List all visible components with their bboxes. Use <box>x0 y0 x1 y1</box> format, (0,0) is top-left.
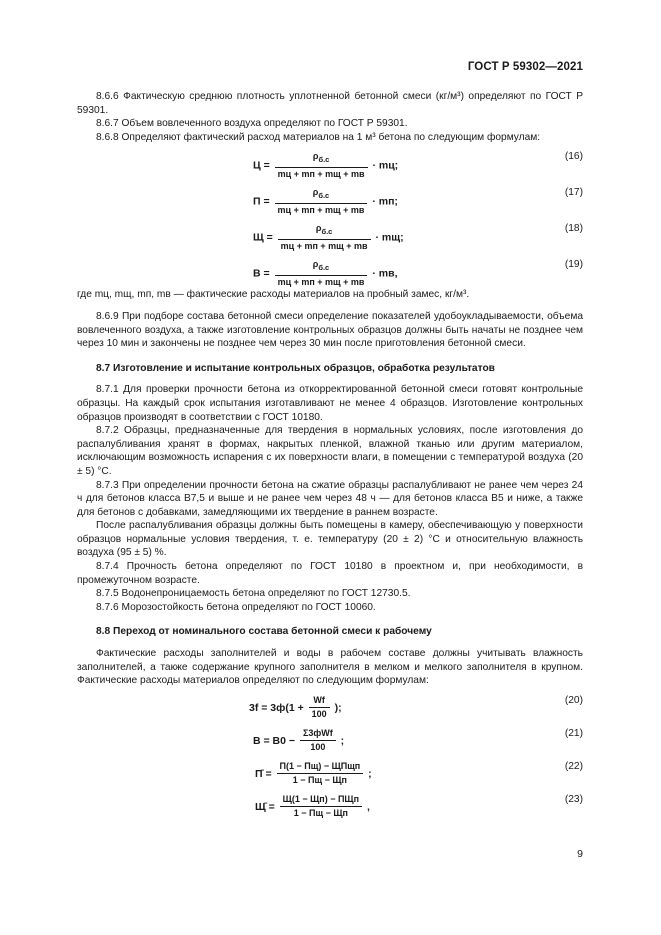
paragraph-871: 8.7.1 Для проверки прочности бетона из откорректированной бетонной смеси готовят контрольные образцы. На каждый срок испытания изготавливают не менее 4 образцов. Изготовление контрольных образцов производят в соответствии с ГОСТ 10180. <box>77 384 583 423</box>
section-heading-88: 8.8 Переход от номинального состава бетонной смеси к рабочему <box>96 626 432 638</box>
section-heading-87: 8.7 Изготовление и испытание контрольных образцов, обработка результатов <box>96 362 495 374</box>
formula-21: В = В0 − $\frac{\text{Σ3фWf}}{100}$ ; (21) <box>77 721 583 754</box>
paragraph-876: 8.7.6 Морозостойкость бетона определяют по ГОСТ 10060. <box>96 601 376 613</box>
paragraph-868: 8.6.8 Определяют фактический расход материалов на 1 м³ бетона по следующим формулам: <box>96 131 541 143</box>
paragraph-866: 8.6.6 Фактическую среднюю плотность уплотненной бетонной смеси (кг/м³) определяют по ГОСТ Р 59301. <box>77 91 583 116</box>
paragraph-867: 8.6.7 Объем вовлеченного воздуха определяют по ГОСТ Р 59301. <box>96 118 408 130</box>
paragraph-874: 8.7.4 Прочность бетона определяют по ГОСТ 10180 в проектном и, при необходимости, в промежуточном возрасте. <box>77 561 583 586</box>
page-number: 9 <box>577 848 583 860</box>
page-header: ГОСТ Р 59302—2021 <box>467 61 583 73</box>
formula-17: П = $\frac{\rho_{б.с}}{mц + mп + mщ + mв}$ · mп; (17) <box>77 180 583 216</box>
page-content <box>77 90 583 820</box>
formula-19: В = $\frac{\rho_{б.с}}{mц + mп + mщ + mв}$ · mв, (19) <box>77 252 583 288</box>
paragraph-873: 8.7.3 При определении прочности бетона на сжатие образцы распалубливают не ранее чем через 24 ч для бетонов класса В7,5 и выше и не ранее чем через 48 ч — для бетонов класса В5 и ниже, а также для бетонов с добавками, замедляющими их твердение в раннем возрасте. <box>77 479 583 518</box>
where-text: где mц, mщ, mп, mв — фактические расходы материалов на пробный замес, кг/м³. <box>77 289 470 301</box>
paragraph-869: 8.6.9 При подборе состава бетонной смеси определение показателей удобоукладываемости, объема вовлеченного воздуха, а также изготовление контрольных образцов должны быть начаты не позднее чем через 10 мин и закончены не позднее чем через 30 мин после приготовления бетонной смеси. <box>77 310 583 350</box>
paragraph-872: 8.7.2 Образцы, предназначенные для твердения в нормальных условиях, после изготовления до распалубливания хранят в формах, накрытых пленкой, влажной тканью или другим материалом, исключающим возможность испарения с их поверхности влаги, в помещении с температурой воздуха (20 ± 5) °С. <box>77 425 583 477</box>
formula-16: Ц = $\frac{\rho_{б.с}}{mц + mп + mщ + mв}$ · mц; (16) <box>77 144 583 180</box>
formula-20: 3f = 3ф(1 + $\frac{Wf}{100}$ ); (20) <box>77 688 583 721</box>
formula-22: П̄ = $\frac{\text{П(1 − Пщ) − ЩПщп}}{1 - Пщ - Щп}$ ; (22) <box>77 754 583 787</box>
formula-18: Щ = $\frac{\rho_{б.с}}{mц + mп + mщ + mв}$ · mщ; (18) <box>77 216 583 252</box>
paragraph-88: Фактические расходы заполнителей и воды в рабочем составе должны учитывать влажность заполнителей, а также содержание крупного заполнителя в мелком и мелкого заполнителя в крупном. Фактические расходы материалов определяют по следующим формулам: <box>77 648 583 687</box>
formula-23: Щ̄ = $\frac{\text{Щ(1 − Щп) − ПЩп}}{1 - Пщ - Щп}$ , (23) <box>77 787 583 820</box>
paragraph-873-cont: После распалубливания образцы должны быть помещены в камеру, обеспечивающую у поверхности образцов нормальные условия твердения, т. е. температуру (20 ± 2) °С и относительную влажность воздуха (95 ± 5) %. <box>77 520 583 559</box>
paragraph-875: 8.7.5 Водонепроницаемость бетона определяют по ГОСТ 12730.5. <box>96 588 411 600</box>
